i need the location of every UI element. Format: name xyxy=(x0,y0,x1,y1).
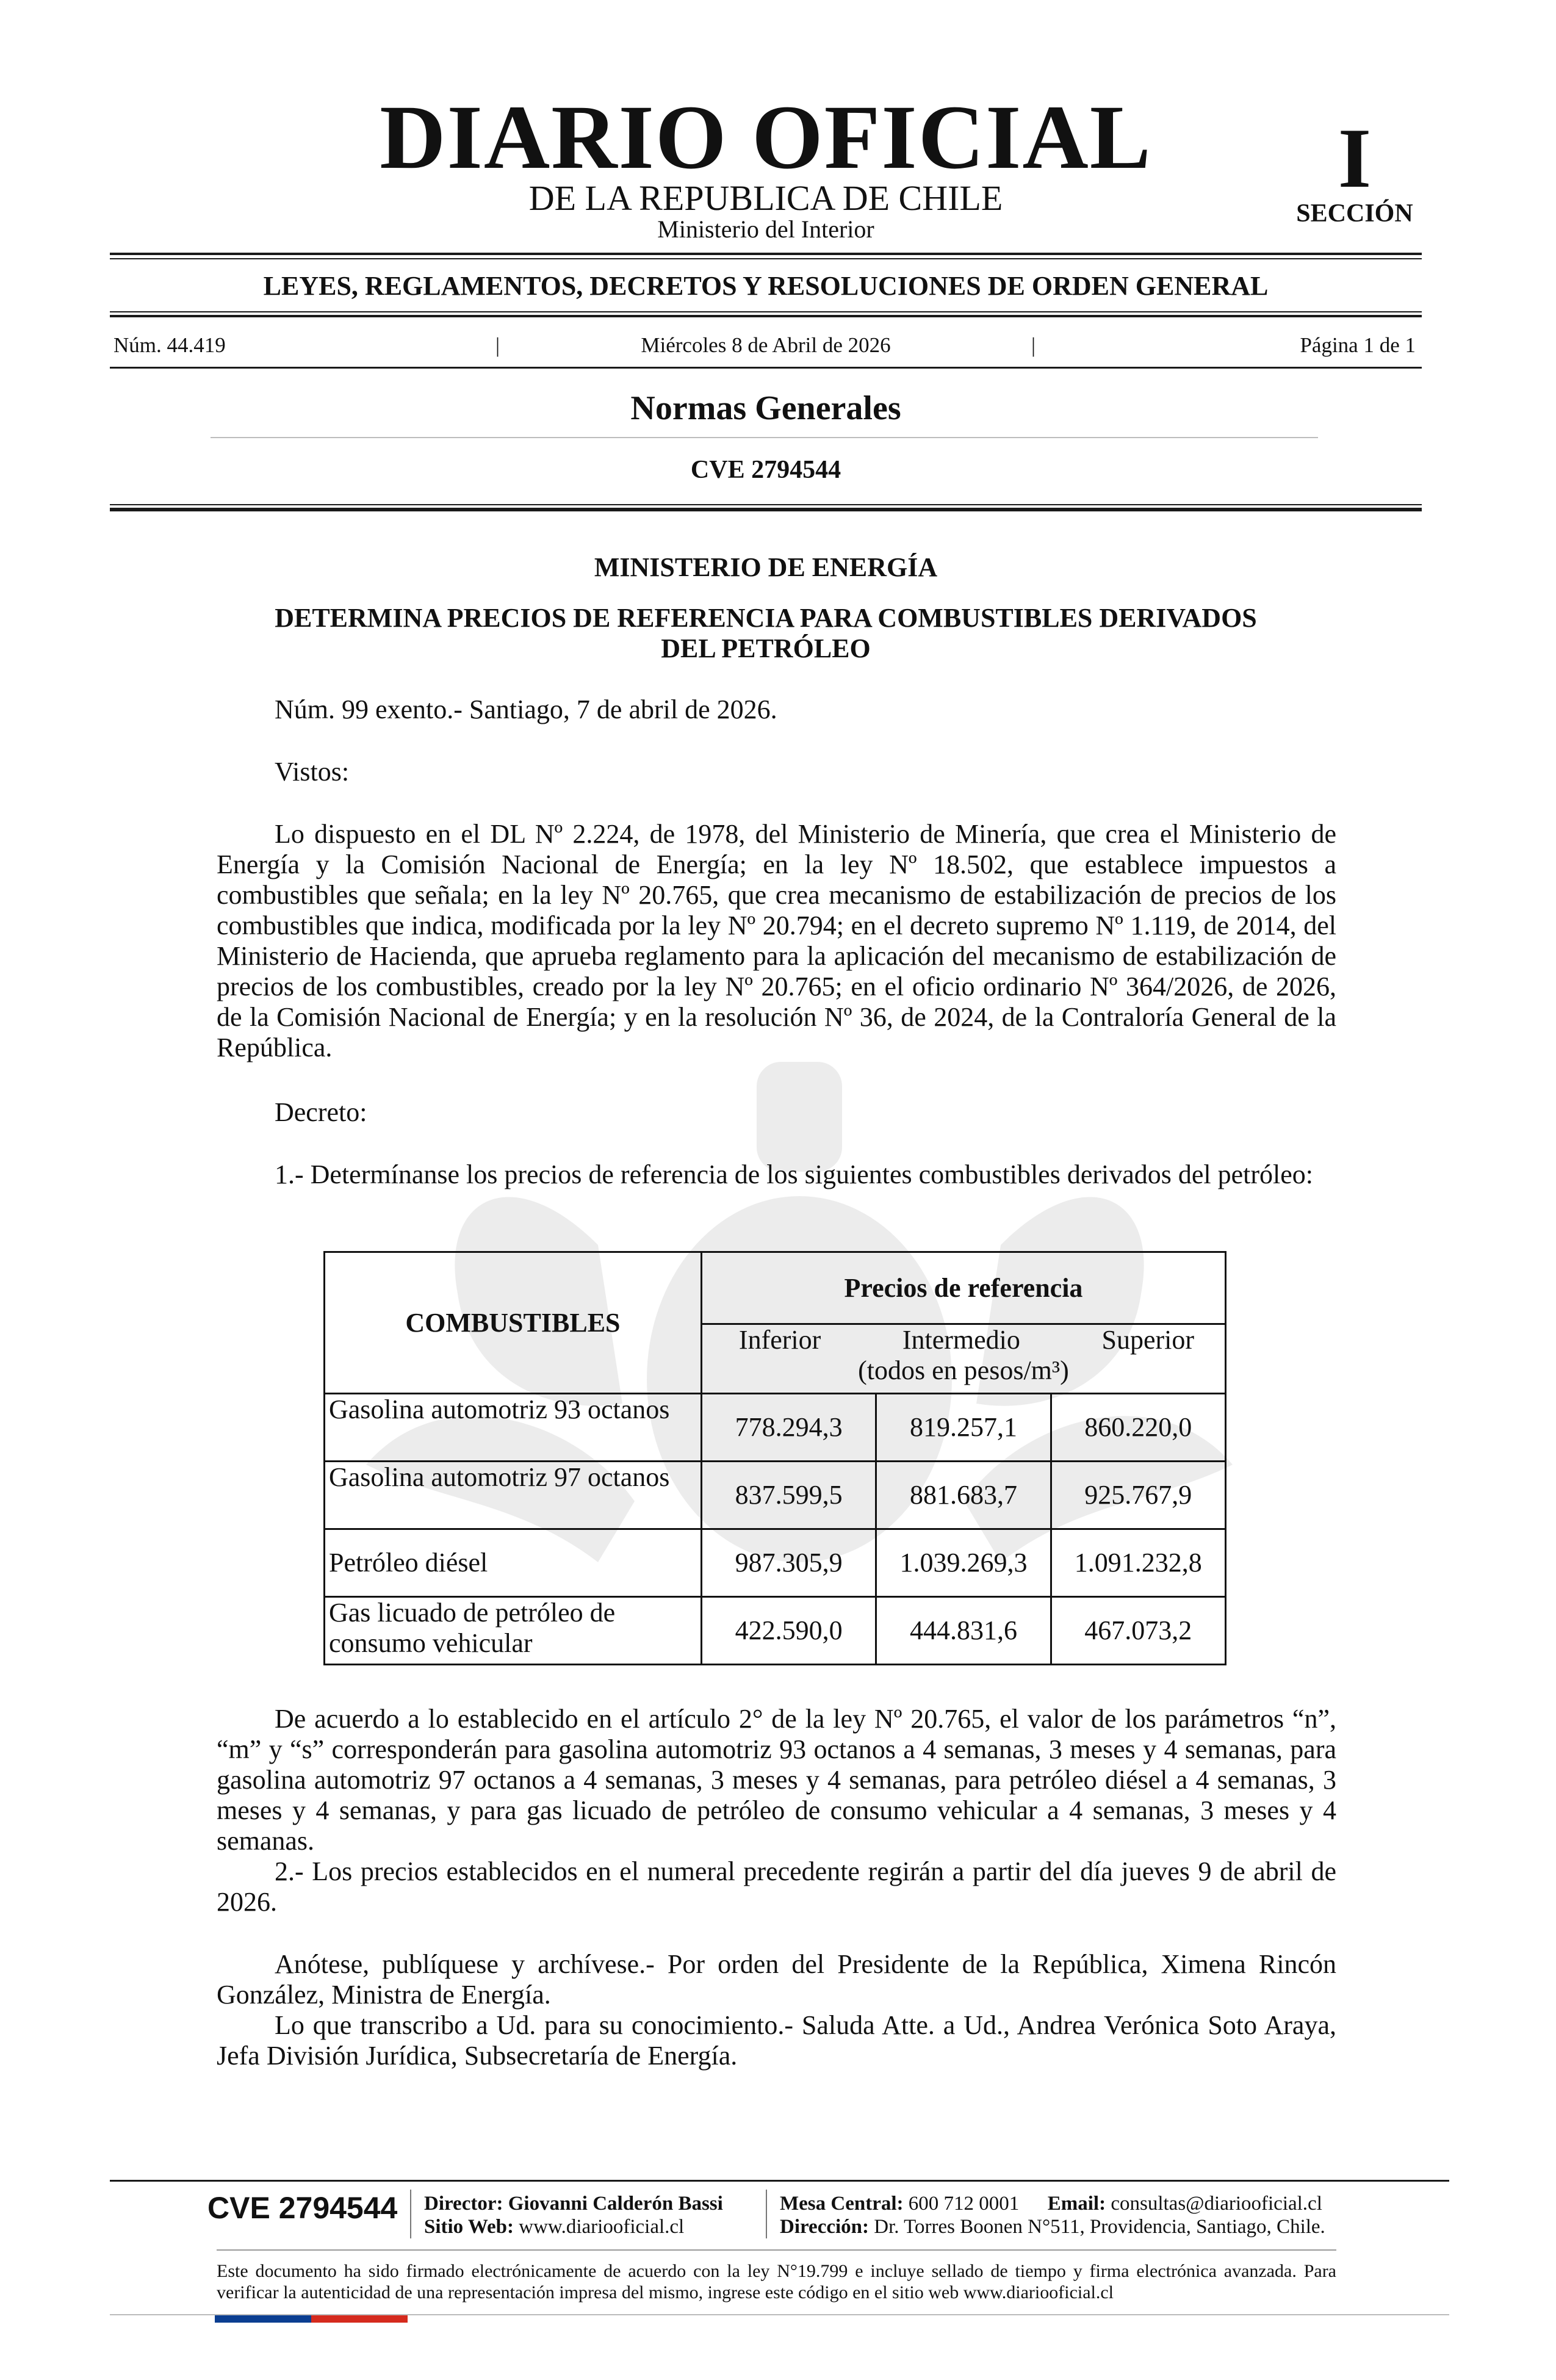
price-inferior: 987.305,9 xyxy=(701,1529,876,1597)
address-text: Dr. Torres Boonen N°511, Providencia, Santiago, Chile. xyxy=(874,2216,1325,2238)
phone-number: 600 712 0001 xyxy=(908,2193,1020,2215)
column-header-superior: Superior xyxy=(1101,1325,1194,1355)
category-heading: LEYES, REGLAMENTOS, DECRETOS Y RESOLUCIONES DE ORDEN GENERAL xyxy=(263,271,1269,301)
director-label: Director: xyxy=(424,2193,503,2215)
ministry-heading: MINISTERIO DE ENERGÍA xyxy=(594,552,938,582)
website-link[interactable]: www.diariooficial.cl xyxy=(519,2216,685,2238)
meta-separator: | xyxy=(1031,333,1036,357)
transcription-paragraph: Lo que transcribo a Ud. para su conocimiento.- Saluda Atte. a Ud., Andrea Verónica Soto Araya, Jefa División Jurídica, Subsecretaría de Energía. xyxy=(217,2010,1336,2071)
subheader-cell xyxy=(701,1324,1225,1394)
price-intermedio: 444.831,6 xyxy=(876,1597,1051,1665)
column-group-header: Precios de referencia xyxy=(701,1252,1225,1324)
column-header-intermedio: Intermedio xyxy=(902,1325,1020,1355)
table-row xyxy=(325,1462,1226,1529)
price-superior: 1.091.232,8 xyxy=(1051,1529,1225,1597)
director-name: Giovanni Calderón Bassi xyxy=(508,2193,723,2215)
issue-number: Núm. 44.419 xyxy=(113,333,226,357)
footer-director xyxy=(424,2192,723,2215)
article-2: 2.- Los precios establecidos en el numeral precedente regirán a partir del día jueves 9 de abril de 2026. xyxy=(217,1856,1336,1917)
cve-rule xyxy=(110,508,1422,511)
table-row xyxy=(325,1394,1226,1462)
masthead-subtitle: DE LA REPUBLICA DE CHILE xyxy=(528,178,1003,218)
price-intermedio: 881.683,7 xyxy=(876,1462,1051,1529)
decree-title-line-1: DETERMINA PRECIOS DE REFERENCIA PARA COMBUSTIBLES DERIVADOS xyxy=(275,603,1257,633)
footer-contact xyxy=(780,2192,1322,2215)
reference-price-table xyxy=(323,1251,1226,1665)
footer-separator xyxy=(766,2190,767,2238)
decreto-label: Decreto: xyxy=(275,1097,367,1127)
email-link[interactable]: consultas@diariooficial.cl xyxy=(1111,2193,1322,2215)
parameters-paragraph: De acuerdo a lo establecido en el artículo 2° de la ley Nº 20.765, el valor de los parámetros “n”, “m” y “s” corresponderán para gasolina automotriz 93 octanos a 4 semanas, 3 meses y 4 semanas, para gasolina automotriz 97 octanos a 4 semanas, 3 meses y 4 semanas, para petróleo diésel a 4 semanas, 3 meses y 4 semanas, y para gas licuado de petróleo de consumo vehicular a 4 semanas, 3 meses y 4 semanas. xyxy=(217,1704,1336,1856)
column-header-fuel: COMBUSTIBLES xyxy=(325,1252,702,1394)
article-1: 1.- Determínanse los precios de referencia de los siguientes combustibles derivados del petróleo: xyxy=(275,1159,1314,1189)
header-rule-thin xyxy=(110,258,1422,259)
meta-separator: | xyxy=(495,333,500,357)
divider xyxy=(211,437,1318,438)
section-label: SECCIÓN xyxy=(1296,200,1413,228)
subheader-labels xyxy=(702,1325,1225,1355)
footer-website xyxy=(424,2215,684,2238)
footer-cve-code: CVE 2794544 xyxy=(207,2191,398,2225)
fuel-name: Gas licuado de petróleo de consumo vehicular xyxy=(325,1597,702,1665)
price-inferior: 837.599,5 xyxy=(701,1462,876,1529)
footer-separator xyxy=(410,2190,411,2238)
fuel-name: Petróleo diésel xyxy=(325,1529,702,1597)
closing-paragraph: Anótese, publíquese y archívese.- Por orden del Presidente de la República, Ximena Rincón González, Ministra de Energía. xyxy=(217,1949,1336,2010)
unit-note: (todos en pesos/m³) xyxy=(858,1355,1069,1385)
price-superior: 925.767,9 xyxy=(1051,1462,1225,1529)
price-intermedio: 819.257,1 xyxy=(876,1394,1051,1462)
section-title: Normas Generales xyxy=(630,389,901,427)
footer-address xyxy=(780,2215,1325,2238)
fuel-name: Gasolina automotriz 93 octanos xyxy=(325,1394,702,1462)
flag-bar-blue xyxy=(215,2315,311,2323)
fuel-name: Gasolina automotriz 97 octanos xyxy=(325,1462,702,1529)
masthead-ministry: Ministerio del Interior xyxy=(657,215,874,243)
footer-legal-note: Este documento ha sido firmado electrónicamente de acuerdo con la ley N°19.799 e incluye sellado de tiempo y firma electrónica avanzada. Para verificar la autenticidad de una representación impresa del mismo, ingrese este código en el sitio web www.diariooficial.cl xyxy=(217,2261,1336,2302)
table-row xyxy=(325,1597,1226,1665)
page-indicator: Página 1 de 1 xyxy=(1300,333,1416,357)
footer-divider xyxy=(217,2249,1336,2251)
column-header-inferior: Inferior xyxy=(738,1325,821,1355)
address-label: Dirección: xyxy=(780,2216,870,2238)
price-superior: 860.220,0 xyxy=(1051,1394,1225,1462)
vistos-paragraph: Lo dispuesto en el DL Nº 2.224, de 1978, del Ministerio de Minería, que crea el Ministerio de Energía y la Comisión Nacional de Energía; en la ley Nº 18.502, que establece impuestos a combustibles que señala; en la ley Nº 20.765, que crea mecanismo de estabilización de precios de los combustibles que indica, modificada por la ley Nº 20.794; en el decreto supremo Nº 1.119, de 2014, del Ministerio de Hacienda, que aprueba reglamento para la aplicación del mecanismo de estabilización de precios de los combustibles, creado por la ley Nº 20.765; en el oficio ordinario Nº 364/2026, de 2026, de la Comisión Nacional de Energía; y en la resolución Nº 36, de 2024, de la Contraloría General de la República. xyxy=(217,819,1336,1062)
cve-rule-thin xyxy=(110,504,1422,505)
footer-rule xyxy=(110,2180,1449,2182)
header-rule xyxy=(110,253,1422,255)
price-intermedio: 1.039.269,3 xyxy=(876,1529,1051,1597)
website-label: Sitio Web: xyxy=(424,2216,514,2238)
phone-label: Mesa Central: xyxy=(780,2193,904,2215)
category-rule xyxy=(110,315,1422,317)
meta-rule xyxy=(110,367,1422,369)
vistos-label: Vistos: xyxy=(275,757,350,787)
price-superior: 467.073,2 xyxy=(1051,1597,1225,1665)
decree-title-line-2: DEL PETRÓLEO xyxy=(661,633,871,663)
section-roman-numeral: I xyxy=(1338,111,1372,206)
table-header-row xyxy=(325,1252,1226,1324)
masthead-title: DIARIO OFICIAL xyxy=(380,87,1152,188)
price-inferior: 778.294,3 xyxy=(701,1394,876,1462)
email-label: Email: xyxy=(1047,2193,1106,2215)
issue-date: Miércoles 8 de Abril de 2026 xyxy=(641,333,891,357)
flag-bar-red xyxy=(311,2315,408,2323)
category-rule-thin xyxy=(110,311,1422,312)
price-inferior: 422.590,0 xyxy=(701,1597,876,1665)
decree-number: Núm. 99 exento.- Santiago, 7 de abril de 2026. xyxy=(275,694,777,724)
cve-code: CVE 2794544 xyxy=(690,456,841,484)
table-row xyxy=(325,1529,1226,1597)
